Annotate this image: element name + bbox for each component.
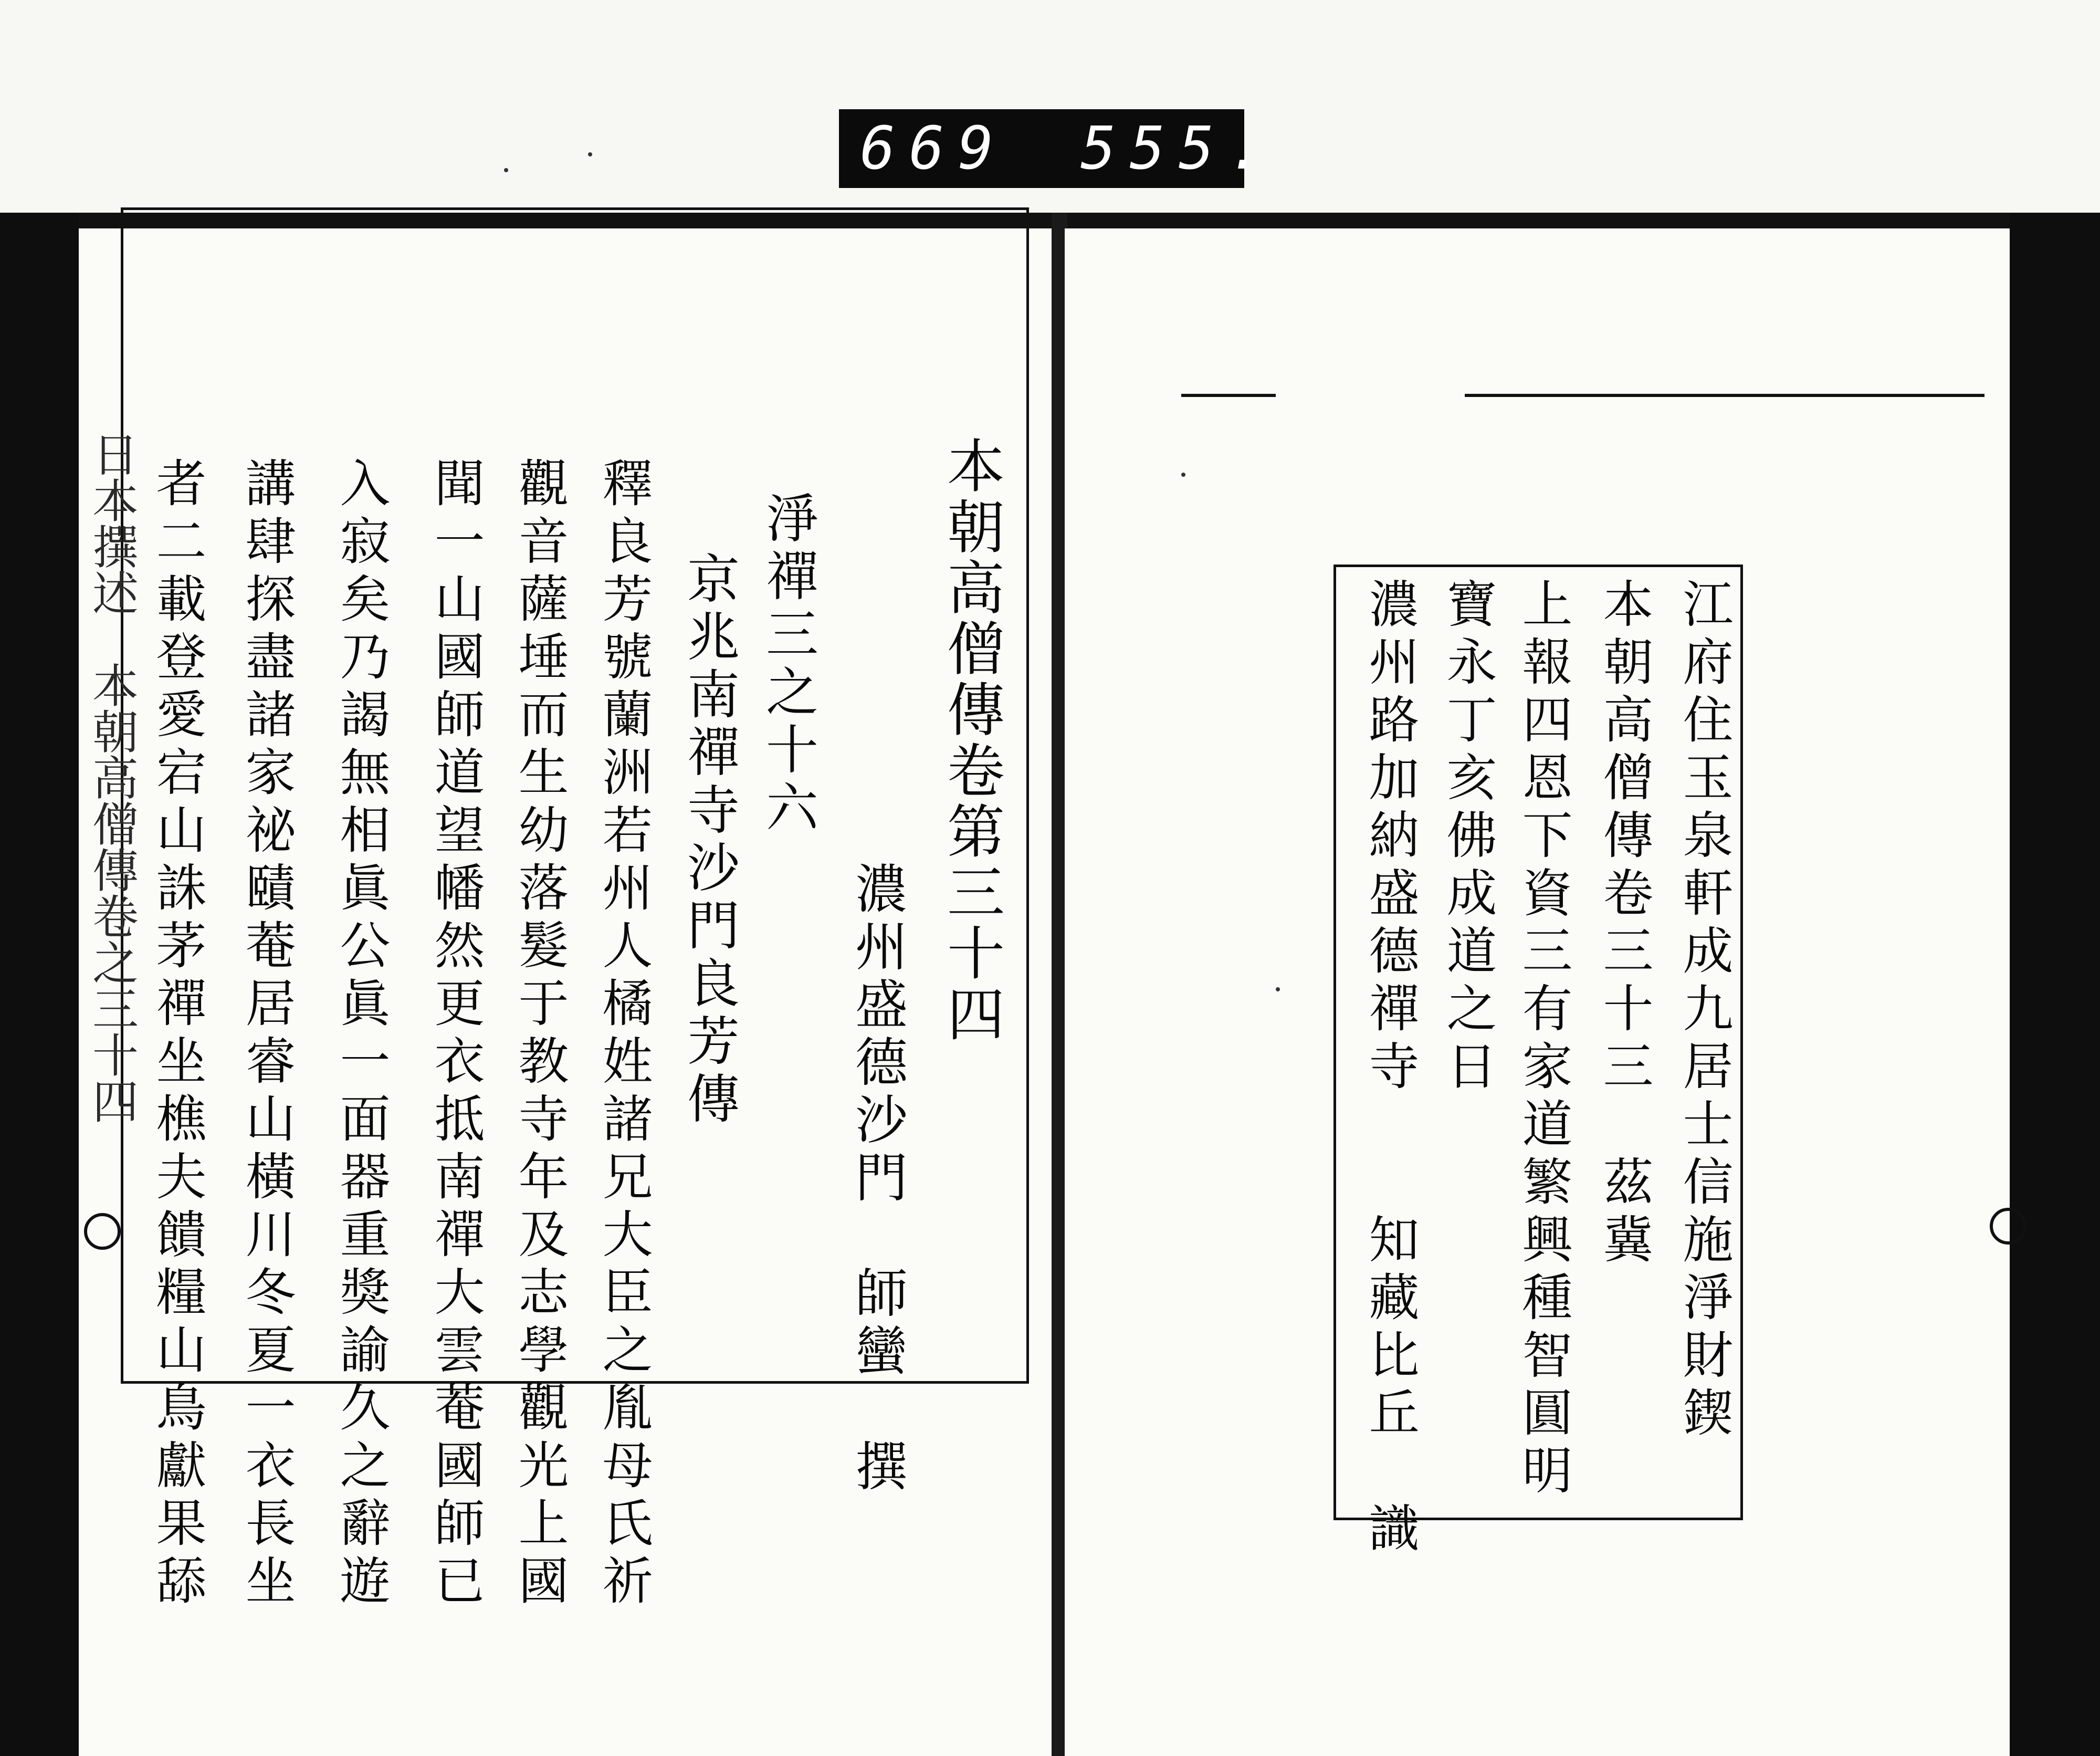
page-number-right: 555. (1080, 114, 1277, 183)
page-number-left: 669 (860, 114, 1007, 183)
left-page-edge (0, 213, 79, 1756)
paper-speck (1276, 987, 1280, 991)
body-column: 聞一山國師道望幡然更衣抵南禪大雲菴國師已 (426, 457, 485, 1612)
colophon-column: 本朝高僧傳卷三十三 茲冀 (1595, 578, 1654, 1271)
margin-circle-mark (1990, 1208, 2026, 1245)
top-rule-short (1181, 394, 1276, 397)
margin-label: 日本撰述 本朝高僧傳卷之三十四 (85, 431, 139, 1124)
biography-title: 京兆南禪寺沙門良芳傳 (678, 551, 740, 1129)
colophon-column: 上報四恩下資三有家道繁興種智圓明 (1514, 578, 1573, 1502)
author-line: 濃州盛德沙門 師蠻 撰 (846, 861, 908, 1497)
page-number-tag (839, 109, 1277, 188)
colophon-column: 濃州路加納盛德禪寺 知藏比丘 識 (1361, 578, 1420, 1560)
body-column: 觀音薩埵而生幼落髮于教寺年及志學觀光上國 (510, 457, 569, 1612)
right-page-edge (2010, 213, 2100, 1756)
paper-speck (504, 168, 508, 172)
body-column: 者二載登愛宕山誅茅禪坐樵夫饋糧山鳥獻果舔 (148, 457, 207, 1612)
colophon-column: 江府住玉泉軒成九居士信施淨財鍥 (1675, 578, 1734, 1444)
margin-circle-mark (84, 1213, 121, 1250)
volume-title: 本朝高僧傳卷第三十四 (938, 436, 1005, 1045)
paper-speck (588, 152, 592, 156)
top-rule-long (1465, 394, 1984, 397)
body-column: 釋良芳號蘭洲若州人橘姓諸兄大臣之胤母氏祈 (594, 457, 653, 1612)
body-column: 講肆探盡諸家祕賾菴居睿山橫川冬夏一衣長坐 (237, 457, 296, 1612)
section-heading: 淨禪三之十六 (757, 491, 818, 838)
paper-speck (1181, 473, 1185, 477)
colophon-column: 寶永丁亥佛成道之日 (1438, 578, 1497, 1098)
body-column: 入寂矣乃謁無相眞公眞一面器重獎諭久之辭遊 (332, 457, 391, 1612)
